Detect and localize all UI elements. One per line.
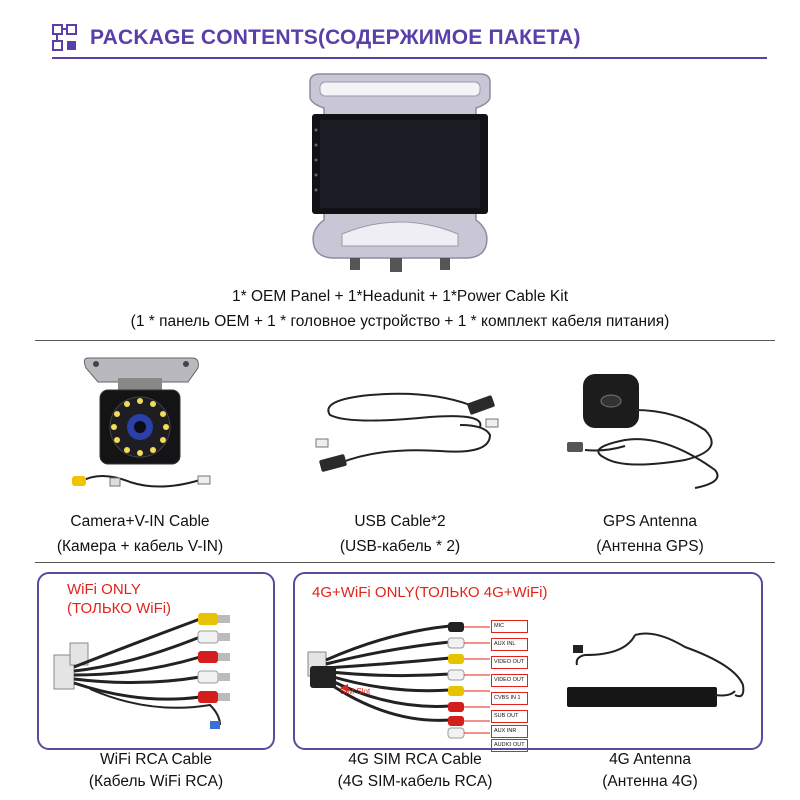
gps-antenna-image xyxy=(565,370,735,500)
header-underline xyxy=(52,57,767,59)
wifi-rca-caption-en: WiFi RCA Cable xyxy=(100,751,212,768)
usb-cable-image xyxy=(310,375,510,485)
main-item-caption-ru: (1 * панель OEM + 1 * головное устройство + 1 * комплект кабеля питания) xyxy=(130,313,670,330)
headunit-panel-image xyxy=(290,70,510,280)
port-label: AUX INL xyxy=(491,638,528,651)
section-divider xyxy=(35,340,775,341)
page-title: PACKAGE CONTENTS(СОДЕРЖИМОЕ ПАКЕТА) xyxy=(90,26,581,49)
port-label: AUX INR xyxy=(491,725,528,738)
modules-icon xyxy=(52,24,78,52)
port-label: SUB OUT xyxy=(491,710,528,723)
gps-caption-ru: (Антенна GPS) xyxy=(596,538,704,555)
camera-image xyxy=(70,350,230,510)
section-divider-2 xyxy=(35,562,775,563)
4g-rca-caption-ru: (4G SIM-кабель RCA) xyxy=(337,773,493,790)
usb-caption-ru: (USB-кабель * 2) xyxy=(339,538,461,555)
main-item-caption-en: 1* OEM Panel + 1*Headunit + 1*Power Cable Kit xyxy=(231,288,569,305)
wifi-only-tag-ru: (ТОЛЬКО WiFi) xyxy=(67,600,172,617)
port-label: AUDIO OUT xyxy=(491,739,528,752)
port-label: VIDEO OUT xyxy=(491,674,528,687)
4g-antenna-caption-ru: (Антенна 4G) xyxy=(602,773,698,790)
camera-caption-ru: (Камера + кабель V-IN) xyxy=(56,538,224,555)
4g-rca-caption-en: 4G SIM RCA Cable xyxy=(348,751,482,768)
4g-antenna-image xyxy=(565,625,750,715)
port-labels xyxy=(491,620,528,752)
sim-slot-label: SIM Slot xyxy=(340,687,371,696)
wifi-rca-cable-image xyxy=(50,605,265,740)
4g-wifi-only-tag: 4G+WiFi ONLY(ТОЛЬКО 4G+WiFi) xyxy=(312,584,548,601)
gps-caption-en: GPS Antenna xyxy=(603,513,697,530)
port-label: VIDEO OUT xyxy=(491,656,528,669)
4g-antenna-caption-en: 4G Antenna xyxy=(609,751,691,768)
usb-caption-en: USB Cable*2 xyxy=(354,513,446,530)
wifi-only-tag: WiFi ONLY xyxy=(67,581,141,598)
port-label: CVBS IN 1 xyxy=(491,692,528,705)
wifi-rca-caption-ru: (Кабель WiFi RCA) xyxy=(88,773,224,790)
port-label: MIC xyxy=(491,620,528,633)
camera-caption-en: Camera+V-IN Cable xyxy=(70,513,210,530)
